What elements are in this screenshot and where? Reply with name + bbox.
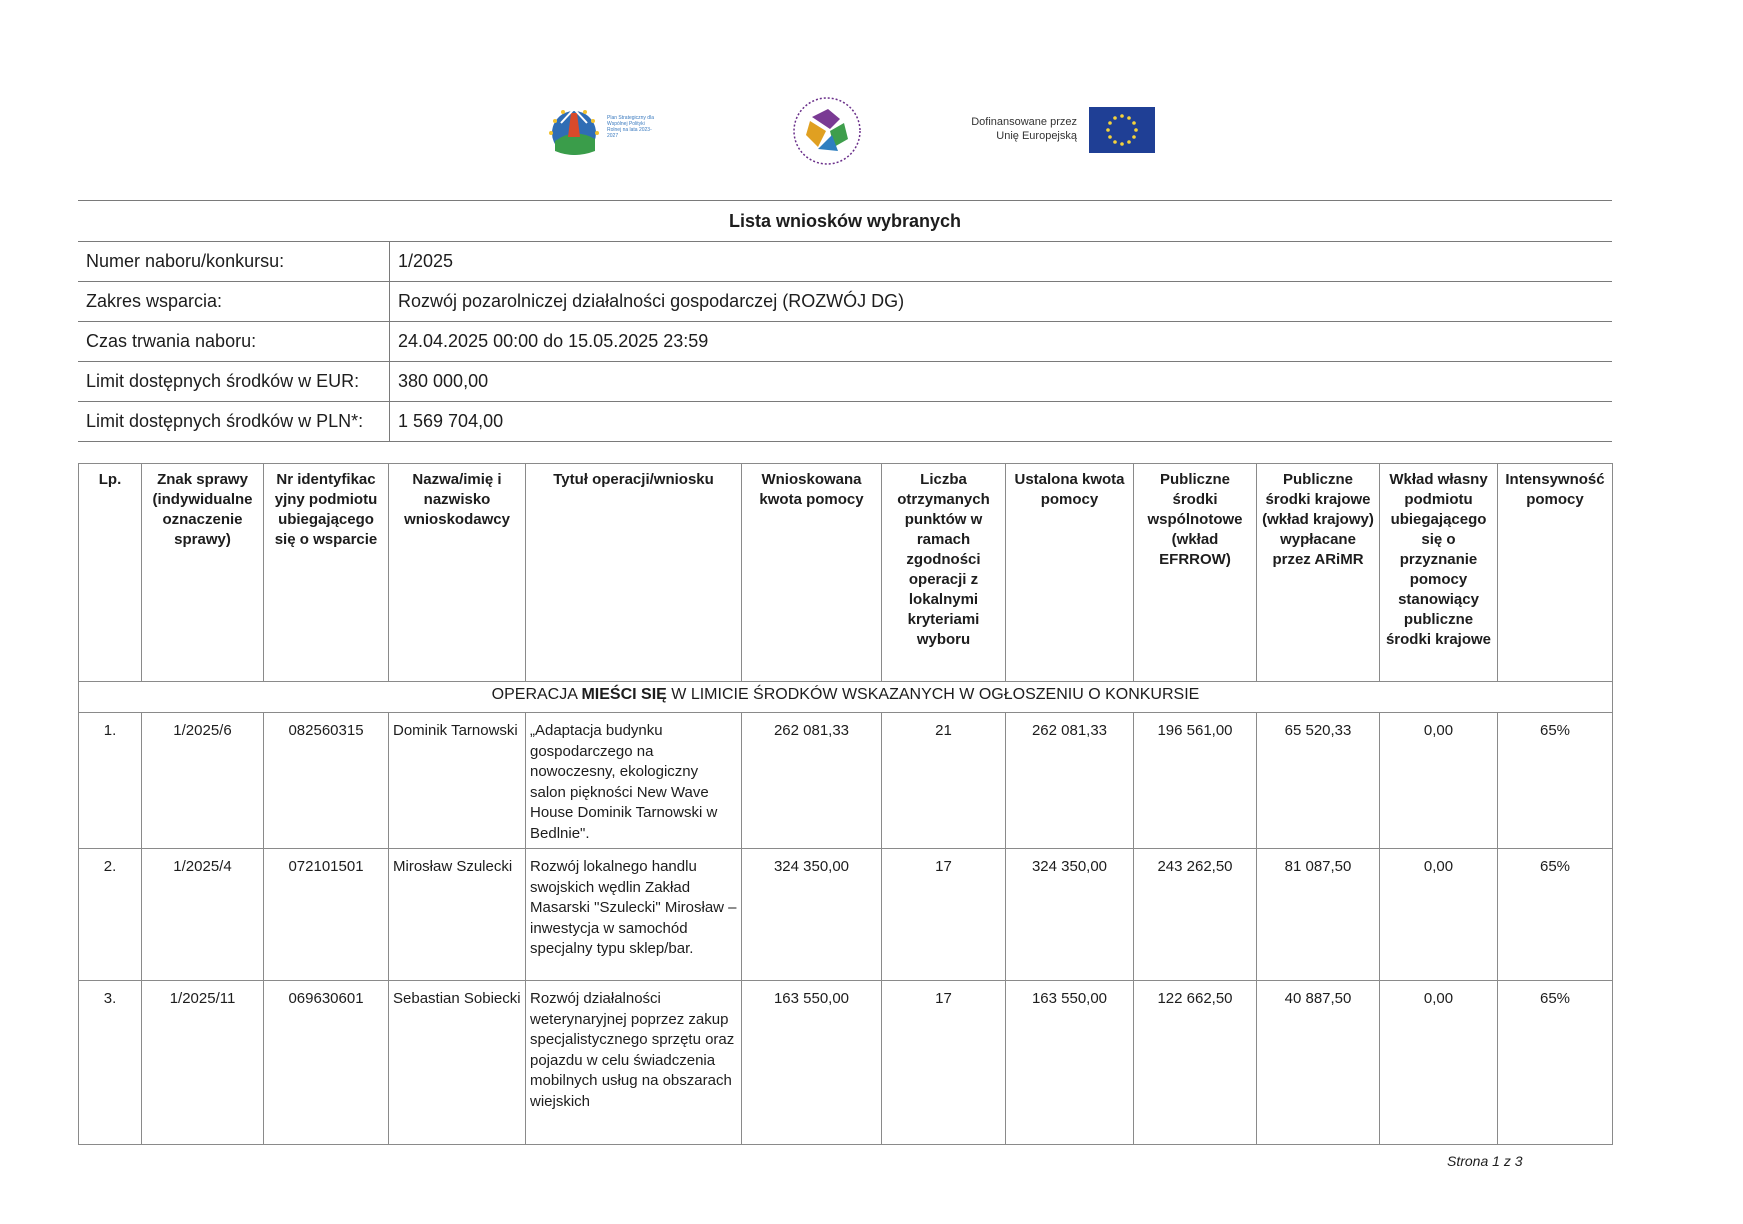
info-row [78, 282, 1612, 322]
info-label: Limit dostępnych środków w EUR: [78, 362, 390, 402]
eu-text-line2: Unię Europejską [996, 130, 1077, 142]
table-header-row [79, 464, 1613, 682]
table-row [79, 849, 1613, 981]
cell-lp: 3. [79, 981, 142, 1145]
cell-wklad: 0,00 [1380, 981, 1498, 1145]
lgd-logo [788, 95, 866, 167]
cell-nazwa: Sebastian Sobiecki [389, 981, 526, 1145]
cell-krajowe: 40 887,50 [1257, 981, 1380, 1145]
cell-punkty: 17 [882, 849, 1006, 981]
separator-suffix: W LIMICIE ŚRODKÓW WSKAZANYCH W OGŁOSZENIU O KONKURSIE [666, 686, 1200, 703]
cell-wnioskowana: 324 350,00 [742, 849, 882, 981]
info-row [78, 362, 1612, 402]
eu-cofinanced-logo [955, 107, 1155, 153]
lgd-emblem-icon [788, 95, 866, 167]
col-header-ustalona: Ustalona kwota pomocy [1006, 464, 1134, 682]
cell-efrrow: 196 561,00 [1134, 713, 1257, 849]
separator-bold: MIEŚCI SIĘ [581, 686, 667, 703]
col-header-punkty: Liczba otrzymanych punktów w ramach zgodności operacji z lokalnymi kryteriami wyboru [882, 464, 1006, 682]
col-header-krajowe: Publiczne środki krajowe (wkład krajowy) wypłacane przez ARiMR [1257, 464, 1380, 682]
cell-tytul: Rozwój lokalnego handlu swojskich wędlin Zakład Masarski "Szulecki" Mirosław – inwestycja w samochód specjalny typu sklep/bar. [526, 849, 742, 981]
cell-nazwa: Dominik Tarnowski [389, 713, 526, 849]
table-row [79, 981, 1613, 1145]
cell-nr: 069630601 [264, 981, 389, 1145]
prow-emblem-icon [543, 103, 605, 159]
cell-znak: 1/2025/6 [142, 713, 264, 849]
cell-znak: 1/2025/4 [142, 849, 264, 981]
info-value: 24.04.2025 00:00 do 15.05.2025 23:59 [390, 322, 1613, 362]
cell-ustalona: 163 550,00 [1006, 981, 1134, 1145]
cell-nr: 072101501 [264, 849, 389, 981]
info-label: Czas trwania naboru: [78, 322, 390, 362]
cell-wnioskowana: 163 550,00 [742, 981, 882, 1145]
separator-prefix: OPERACJA [491, 686, 582, 703]
info-value: 380 000,00 [390, 362, 1613, 402]
eu-flag-icon [1089, 107, 1155, 153]
col-header-nr: Nr identyfikac yjny podmiotu ubiegającego się o wsparcie [264, 464, 389, 682]
cell-krajowe: 81 087,50 [1257, 849, 1380, 981]
cell-nr: 082560315 [264, 713, 389, 849]
cell-punkty: 21 [882, 713, 1006, 849]
eu-text [971, 115, 1077, 143]
col-header-efrrow: Publiczne środki wspólnotowe (wkład EFRROW) [1134, 464, 1257, 682]
col-header-intensywnosc: Intensywność pomocy [1498, 464, 1613, 682]
cell-tytul: „Adaptacja budynku gospodarczego na nowoczesny, ekologiczny salon piękności New Wave House Dominik Tarnowski w Bedlnie". [526, 713, 742, 849]
info-label: Numer naboru/konkursu: [78, 242, 390, 282]
cell-krajowe: 65 520,33 [1257, 713, 1380, 849]
cell-wklad: 0,00 [1380, 713, 1498, 849]
info-value: 1/2025 [390, 242, 1613, 282]
cell-wklad: 0,00 [1380, 849, 1498, 981]
col-header-wnioskowana: Wnioskowana kwota pomocy [742, 464, 882, 682]
cell-intensywnosc: 65% [1498, 981, 1613, 1145]
applications-table [78, 463, 1613, 1145]
cell-lp: 1. [79, 713, 142, 849]
cell-efrrow: 122 662,50 [1134, 981, 1257, 1145]
info-label: Zakres wsparcia: [78, 282, 390, 322]
col-header-tytul: Tytuł operacji/wniosku [526, 464, 742, 682]
prow-logo [543, 103, 658, 163]
prow-logo-text: Plan Strategiczny dla Wspólnej Polityki Rolnej na lata 2023-2027 [607, 115, 654, 139]
col-header-znak: Znak sprawy (indywidualne oznaczenie sprawy) [142, 464, 264, 682]
col-header-wklad: Wkład własny podmiotu ubiegającego się o przyznanie pomocy stanowiący publiczne środki krajowe [1380, 464, 1498, 682]
cell-intensywnosc: 65% [1498, 713, 1613, 849]
cell-efrrow: 243 262,50 [1134, 849, 1257, 981]
info-row [78, 402, 1612, 442]
cell-wnioskowana: 262 081,33 [742, 713, 882, 849]
section-separator-row [79, 682, 1613, 713]
info-value: Rozwój pozarolniczej działalności gospodarczej (ROZWÓJ DG) [390, 282, 1613, 322]
info-row [78, 242, 1612, 282]
cell-znak: 1/2025/11 [142, 981, 264, 1145]
col-header-lp: Lp. [79, 464, 142, 682]
info-label: Limit dostępnych środków w PLN*: [78, 402, 390, 442]
cell-intensywnosc: 65% [1498, 849, 1613, 981]
info-table [78, 200, 1612, 442]
cell-nazwa: Mirosław Szulecki [389, 849, 526, 981]
logo-bar [0, 95, 1743, 175]
cell-lp: 2. [79, 849, 142, 981]
cell-punkty: 17 [882, 981, 1006, 1145]
eu-text-line1: Dofinansowane przez [971, 116, 1077, 128]
page-number: Strona 1 z 3 [1447, 1153, 1523, 1169]
table-row [79, 713, 1613, 849]
section-separator [79, 682, 1613, 713]
cell-tytul: Rozwój działalności weterynaryjnej poprzez zakup specjalistycznego sprzętu oraz pojazdu w celu świadczenia mobilnych usług na obszarach wiejskich [526, 981, 742, 1145]
info-value: 1 569 704,00 [390, 402, 1613, 442]
col-header-nazwa: Nazwa/imię i nazwisko wnioskodawcy [389, 464, 526, 682]
list-title: Lista wniosków wybranych [78, 201, 1612, 242]
info-row [78, 322, 1612, 362]
cell-ustalona: 324 350,00 [1006, 849, 1134, 981]
cell-ustalona: 262 081,33 [1006, 713, 1134, 849]
